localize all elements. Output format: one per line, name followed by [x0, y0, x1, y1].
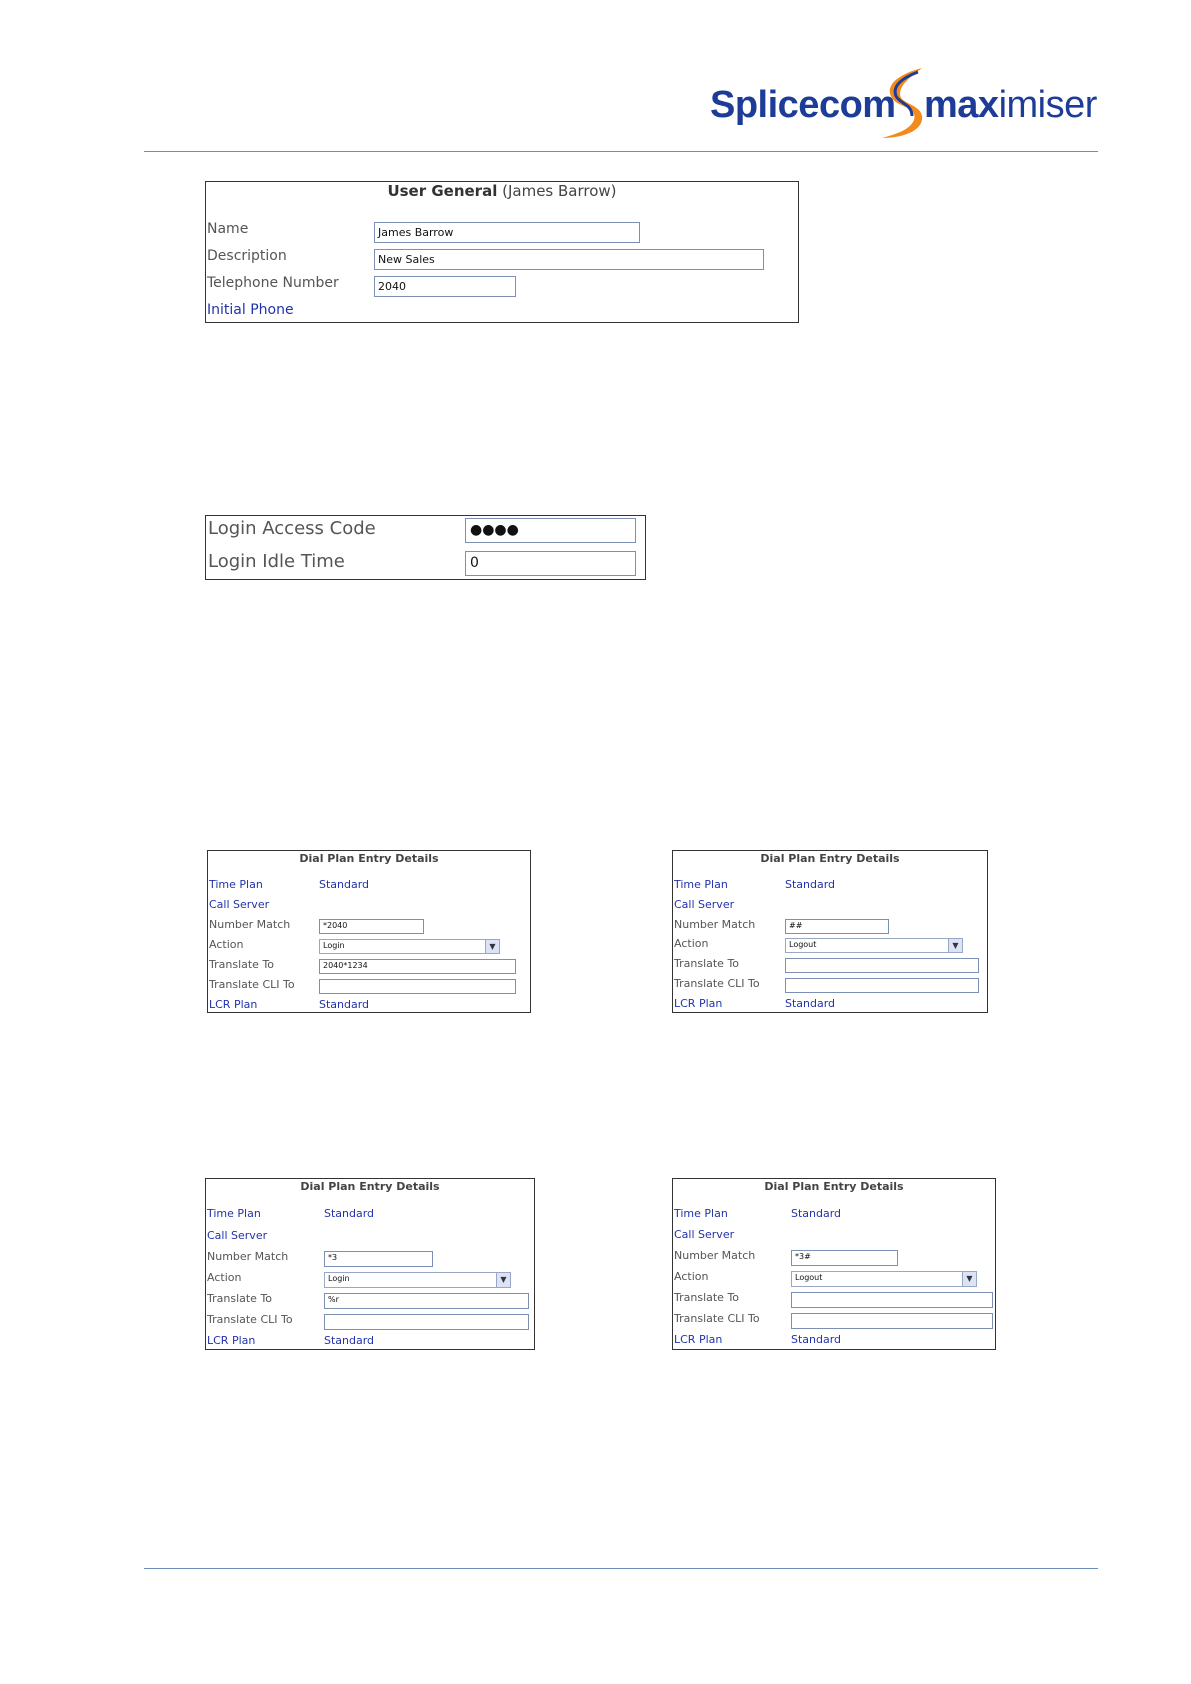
translate-to-label: Translate To — [674, 1291, 740, 1304]
number-match-label: Number Match — [209, 918, 291, 931]
lcr-plan-value[interactable]: Standard — [791, 1333, 842, 1346]
time-plan-link[interactable]: Time Plan — [207, 1207, 261, 1220]
lcr-plan-link[interactable]: LCR Plan — [674, 997, 723, 1010]
number-match-field[interactable]: *3# — [791, 1250, 898, 1266]
action-select-value: Logout — [795, 1273, 823, 1282]
translate-cli-to-label: Translate CLI To — [674, 1312, 760, 1325]
time-plan-link[interactable]: Time Plan — [674, 878, 728, 891]
number-match-label: Number Match — [674, 1249, 756, 1262]
dial-plan-entry-1 — [207, 850, 531, 1013]
action-select-value: Logout — [789, 940, 817, 949]
logo-swoosh-icon — [878, 64, 930, 142]
dial-plan-entry-2 — [672, 850, 988, 1013]
dial-plan-entry-4 — [672, 1178, 996, 1350]
translate-to-field[interactable]: 2040*1234 — [319, 959, 516, 974]
name-field[interactable]: James Barrow — [374, 222, 640, 243]
header-divider — [144, 151, 1098, 152]
time-plan-value[interactable]: Standard — [785, 878, 836, 891]
dial-plan-entry-3 — [205, 1178, 535, 1350]
time-plan-value[interactable]: Standard — [791, 1207, 842, 1220]
lcr-plan-link[interactable]: LCR Plan — [207, 1334, 256, 1347]
call-server-link[interactable]: Call Server — [207, 1229, 268, 1242]
dial-plan-title: Dial Plan Entry Details — [764, 1180, 904, 1193]
login-access-code-label: Login Access Code — [208, 518, 376, 539]
initial-phone-link[interactable]: Initial Phone — [207, 302, 294, 318]
footer-divider — [144, 1568, 1098, 1569]
lcr-plan-value[interactable]: Standard — [785, 997, 836, 1010]
telephone-number-label: Telephone Number — [207, 275, 339, 291]
number-match-field[interactable]: *3 — [324, 1251, 433, 1267]
name-label: Name — [207, 221, 249, 237]
description-label: Description — [207, 248, 287, 264]
lcr-plan-link[interactable]: LCR Plan — [209, 998, 258, 1011]
chevron-down-icon[interactable]: ▼ — [962, 1272, 976, 1286]
lcr-plan-value[interactable]: Standard — [319, 998, 370, 1011]
number-match-field[interactable]: ## — [785, 919, 889, 934]
login-idle-time-field[interactable]: 0 — [465, 551, 636, 576]
translate-to-label: Translate To — [674, 957, 740, 970]
number-match-label: Number Match — [674, 918, 756, 931]
action-label: Action — [674, 1270, 709, 1283]
splicecom-maximiser-logo — [710, 60, 1100, 142]
action-select-value: Login — [328, 1274, 350, 1283]
number-match-label: Number Match — [207, 1250, 289, 1263]
translate-to-field[interactable] — [785, 958, 979, 973]
translate-to-label: Translate To — [207, 1292, 273, 1305]
translate-cli-to-field[interactable] — [785, 978, 979, 993]
action-label: Action — [209, 938, 244, 951]
dial-plan-title: Dial Plan Entry Details — [760, 852, 900, 865]
call-server-link[interactable]: Call Server — [674, 1228, 735, 1241]
action-label: Action — [207, 1271, 242, 1284]
chevron-down-icon[interactable]: ▼ — [948, 939, 962, 952]
logo-maximiser-text: maximiser — [924, 84, 1097, 126]
time-plan-value[interactable]: Standard — [324, 1207, 375, 1220]
chevron-down-icon[interactable]: ▼ — [485, 940, 499, 953]
login-idle-time-label: Login Idle Time — [208, 551, 345, 572]
action-select-value: Login — [323, 941, 345, 950]
translate-cli-to-label: Translate CLI To — [207, 1313, 293, 1326]
time-plan-value[interactable]: Standard — [319, 878, 370, 891]
translate-cli-to-field[interactable] — [791, 1313, 993, 1329]
translate-cli-to-field[interactable] — [319, 979, 516, 994]
translate-to-field[interactable] — [791, 1292, 993, 1308]
action-select[interactable] — [791, 1271, 977, 1287]
translate-cli-to-field[interactable] — [324, 1314, 529, 1330]
dial-plan-title: Dial Plan Entry Details — [299, 852, 439, 865]
logo-splicecom-text: Splicecom — [710, 84, 896, 126]
translate-cli-to-label: Translate CLI To — [674, 977, 760, 990]
lcr-plan-link[interactable]: LCR Plan — [674, 1333, 723, 1346]
dial-plan-title: Dial Plan Entry Details — [300, 1180, 440, 1193]
action-select[interactable] — [319, 939, 500, 954]
translate-to-label: Translate To — [209, 958, 275, 971]
translate-to-field[interactable]: %r — [324, 1293, 529, 1309]
time-plan-link[interactable]: Time Plan — [209, 878, 263, 891]
action-select[interactable] — [324, 1272, 511, 1288]
call-server-link[interactable]: Call Server — [209, 898, 270, 911]
action-select[interactable] — [785, 938, 963, 953]
user-general-panel — [205, 181, 799, 323]
chevron-down-icon[interactable]: ▼ — [496, 1273, 510, 1287]
lcr-plan-value[interactable]: Standard — [324, 1334, 375, 1347]
login-panel — [205, 515, 646, 580]
action-label: Action — [674, 937, 709, 950]
login-access-code-field[interactable]: ●●●● — [465, 518, 636, 543]
call-server-link[interactable]: Call Server — [674, 898, 735, 911]
user-general-title: User General (James Barrow) — [387, 182, 617, 200]
number-match-field[interactable]: *2040 — [319, 919, 424, 934]
telephone-number-field[interactable]: 2040 — [374, 276, 516, 297]
time-plan-link[interactable]: Time Plan — [674, 1207, 728, 1220]
description-field[interactable]: New Sales — [374, 249, 764, 270]
translate-cli-to-label: Translate CLI To — [209, 978, 295, 991]
